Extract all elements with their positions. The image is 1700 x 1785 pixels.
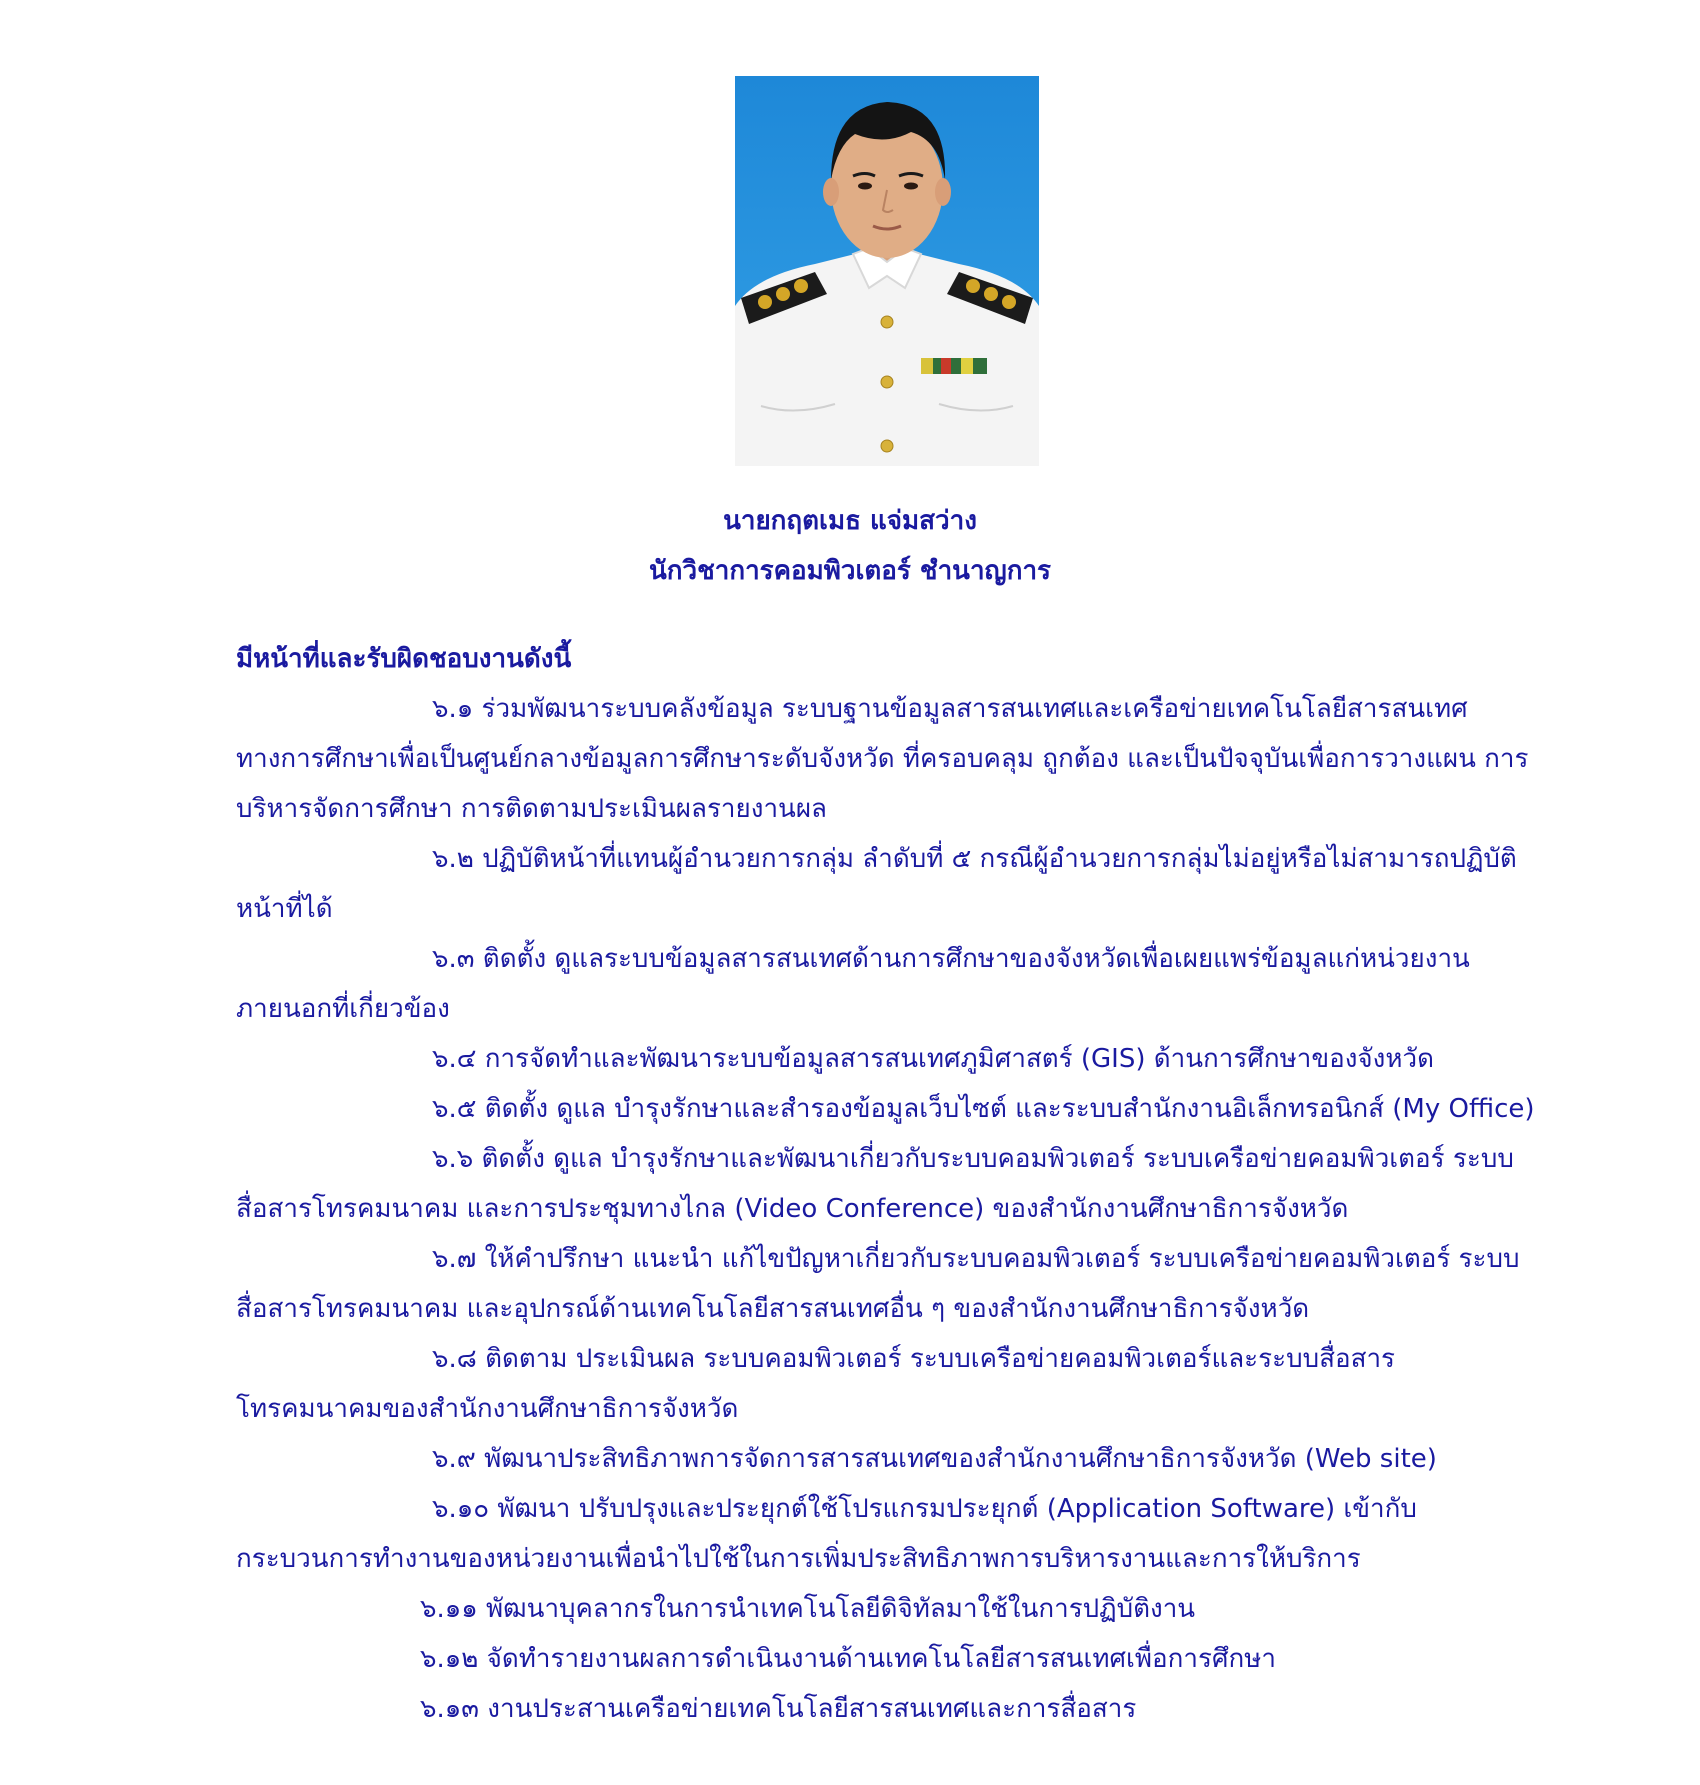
duty-item: ๖.๔ การจัดทำและพัฒนาระบบข้อมูลสารสนเทศภูมิศาสตร์ (GIS) ด้านการศึกษาของจังหวัด	[432, 1044, 1434, 1074]
duty-item: ๖.๘ ติดตาม ประเมินผล ระบบคอมพิวเตอร์ ระบบเครือข่ายคอมพิวเตอร์และระบบสื่อสารโทรคมนาคมของสำนักงานศึกษาธิการจังหวัด	[236, 1344, 1396, 1424]
portrait-photo	[735, 76, 1039, 466]
duty-item: ๖.๑๒ จัดทำรายงานผลการดำเนินงานด้านเทคโนโลยีสารสนเทศเพื่อการศึกษา	[420, 1644, 1276, 1674]
duty-item: ๖.๙ พัฒนาประสิทธิภาพการจัดการสารสนเทศของสำนักงานศึกษาธิการจังหวัด (Web site)	[432, 1444, 1437, 1474]
duty-item: ๖.๗ ให้คำปรึกษา แนะนำ แก้ไขปัญหาเกี่ยวกับระบบคอมพิวเตอร์ ระบบเครือข่ายคอมพิวเตอร์ ระบบสื่อสารโทรคมนาคม และอุปกรณ์ด้านเทคโนโลยีสารสนเทศอื่น ๆ ของสำนักงานศึกษาธิการจังหวัด	[236, 1244, 1520, 1324]
person-name: นายกฤตเมธ แจ่มสว่าง	[723, 506, 977, 536]
person-position: นักวิชาการคอมพิวเตอร์ ชำนาญการ	[648, 556, 1052, 586]
duties-heading: มีหน้าที่และรับผิดชอบงานดังนี้	[236, 644, 572, 674]
duty-item: ๖.๖ ติดตั้ง ดูแล บำรุงรักษาและพัฒนาเกี่ยวกับระบบคอมพิวเตอร์ ระบบเครือข่ายคอมพิวเตอร์ ระบบสื่อสารโทรคมนาคม และการประชุมทางไกล (Video Conference) ของสำนักงานศึกษาธิการจังหวัด	[236, 1144, 1514, 1224]
duties-section	[236, 634, 1536, 1734]
duty-item: ๖.๑๑ พัฒนาบุคลากรในการนำเทคโนโลยีดิจิทัลมาใช้ในการปฏิบัติงาน	[420, 1594, 1196, 1624]
duty-item: ๖.๑๐ พัฒนา ปรับปรุงและประยุกต์ใช้โปรแกรมประยุกต์ (Application Software) เข้ากับกระบวนการทำงานของหน่วยงานเพื่อนำไปใช้ในการเพิ่มประสิทธิภาพการบริหารงานและการให้บริการ	[236, 1494, 1417, 1574]
duty-item: ๖.๑๓ งานประสานเครือข่ายเทคโนโลยีสารสนเทศและการสื่อสาร	[420, 1694, 1137, 1724]
duty-item: ๖.๑ ร่วมพัฒนาระบบคลังข้อมูล ระบบฐานข้อมูลสารสนเทศและเครือข่ายเทคโนโลยีสารสนเทศทางการศึกษาเพื่อเป็นศูนย์กลางข้อมูลการศึกษาระดับจังหวัด ที่ครอบคลุม ถูกต้อง และเป็นปัจจุบันเพื่อการวางแผน การบริหารจัดการศึกษา การติดตามประเมินผลรายงานผล	[236, 694, 1529, 824]
duty-item: ๖.๓ ติดตั้ง ดูแลระบบข้อมูลสารสนเทศด้านการศึกษาของจังหวัดเพื่อเผยแพร่ข้อมูลแก่หน่วยงานภายนอกที่เกี่ยวข้อง	[236, 944, 1470, 1024]
portrait-illustration	[735, 76, 1039, 466]
duty-item: ๖.๕ ติดตั้ง ดูแล บำรุงรักษาและสำรองข้อมูลเว็บไซต์ และระบบสำนักงานอิเล็กทรอนิกส์ (My Office)	[432, 1094, 1535, 1124]
duty-item: ๖.๒ ปฏิบัติหน้าที่แทนผู้อำนวยการกลุ่ม ลำดับที่ ๕ กรณีผู้อำนวยการกลุ่มไม่อยู่หรือไม่สามารถปฏิบัติหน้าที่ได้	[236, 844, 1517, 924]
